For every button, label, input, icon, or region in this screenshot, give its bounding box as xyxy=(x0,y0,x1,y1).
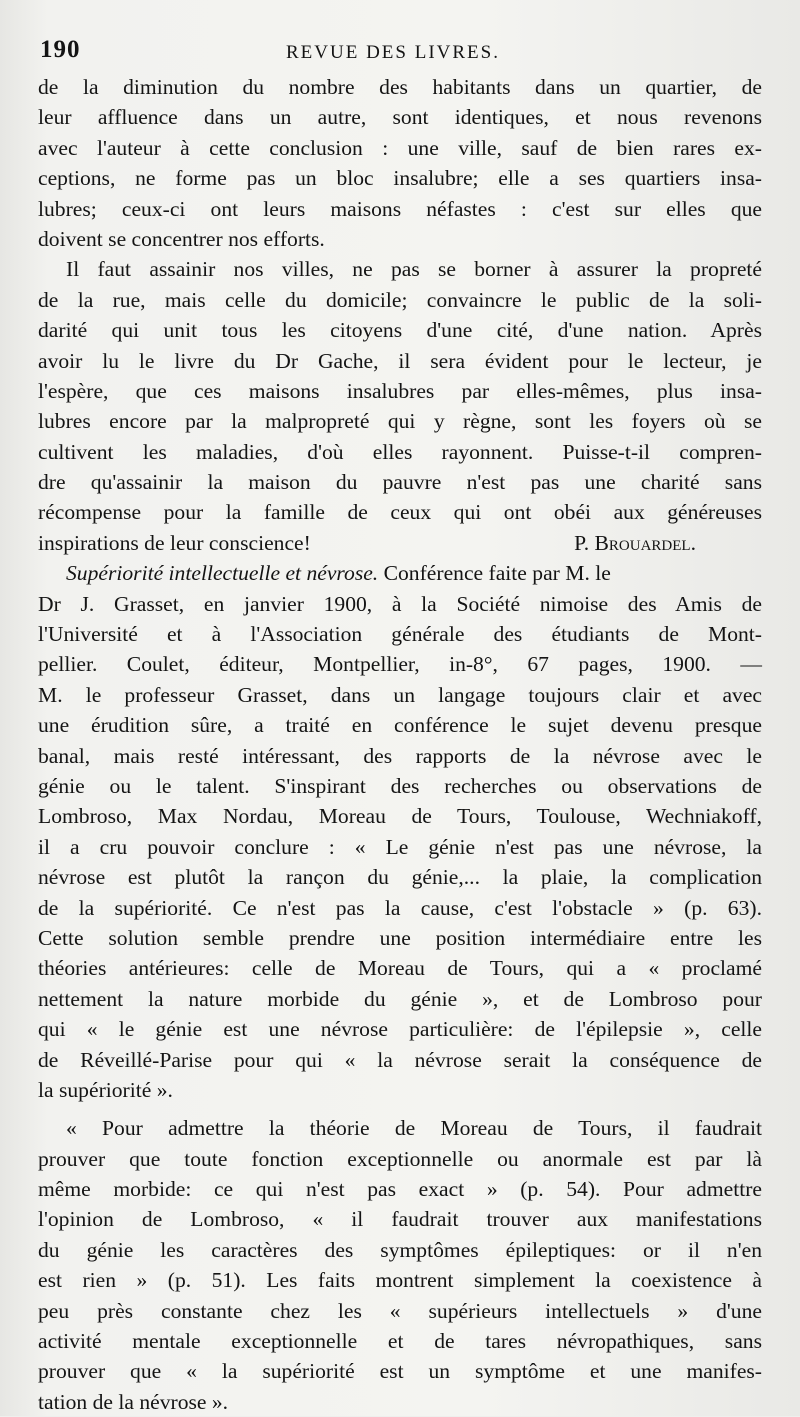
paragraph xyxy=(38,72,762,254)
text-line xyxy=(38,528,762,558)
review-title-rest: Conférence faite par M. le xyxy=(378,561,611,586)
text-line: Dr J. Grasset, en janvier 1900, à la Société nimoise des Amis de xyxy=(38,591,762,616)
text-line: Cette solution semble prendre une position intermédiaire entre les xyxy=(38,925,762,950)
text-line xyxy=(38,558,762,588)
text-line: lubres encore par la malpropreté qui y règne, sont les foyers où se xyxy=(38,409,762,434)
text-line: prouver que toute fonction exceptionnelle ou anormale est par là xyxy=(38,1146,762,1171)
text-line: l'Université et à l'Association générale des étudiants de Mont- xyxy=(38,622,762,647)
text-line: avec l'auteur à cette conclusion : une ville, sauf de bien rares ex- xyxy=(38,135,762,160)
text-line: est rien » (p. 51). Les faits montrent simplement la coexistence à xyxy=(38,1268,762,1293)
text-line: la supériorité ». xyxy=(38,1077,173,1102)
paragraph xyxy=(38,1113,762,1417)
text-line: « Pour admettre la théorie de Moreau de Tours, il faudrait xyxy=(66,1116,762,1141)
text-line: du génie les caractères des symptômes épileptiques: or il n'en xyxy=(38,1237,762,1262)
text-line: qui « le génie est une névrose particulière: de l'épilepsie », celle xyxy=(38,1017,762,1042)
text-line: il a cru pouvoir conclure : « Le génie n'est pas une névrose, la xyxy=(38,834,762,859)
text-line: Lombroso, Max Nordau, Moreau de Tours, Toulouse, Wechniakoff, xyxy=(38,804,762,829)
text-line: prouver que « la supériorité est un symptôme et une manifes- xyxy=(38,1359,762,1384)
review-title: Supériorité intellectuelle et névrose. xyxy=(66,561,379,586)
text-line: névrose est plutôt la rançon du génie,... la plaie, la complication xyxy=(38,865,762,890)
closing-line: inspirations de leur conscience! xyxy=(38,530,311,555)
text-line: lubres; ceux-ci ont leurs maisons néfastes : c'est sur elles que xyxy=(38,196,762,221)
paragraph-gap xyxy=(38,1105,762,1113)
text-line: l'espère, que ces maisons insalubres par elles-mêmes, plus insa- xyxy=(38,378,762,403)
text-line: Il faut assainir nos villes, ne pas se borner à assurer la propreté xyxy=(66,257,762,282)
text-line: ceptions, ne forme pas un bloc insalubre; elle a ses quartiers insa- xyxy=(38,166,762,191)
text-line: génie ou le talent. S'inspirant des recherches ou observations de xyxy=(38,773,762,798)
paragraph xyxy=(38,254,762,558)
text-line: avoir lu le livre du Dr Gache, il sera évident pour le lecteur, je xyxy=(38,348,762,373)
running-title: REVUE DES LIVRES. xyxy=(286,42,500,63)
text-line: de Réveillé-Parise pour qui « la névrose serait la conséquence de xyxy=(38,1047,762,1072)
text-line: cultivent les maladies, d'où elles rayonnent. Puisse-t-il compren- xyxy=(38,439,762,464)
text-line: doivent se concentrer nos efforts. xyxy=(38,226,325,251)
text-line: pellier. Coulet, éditeur, Montpellier, in-8°, 67 pages, 1900. — xyxy=(38,652,762,677)
text-line: même morbide: ce qui n'est pas exact » (p. 54). Pour admettre xyxy=(38,1177,762,1202)
text-line: de la diminution du nombre des habitants dans un quartier, de xyxy=(38,75,762,99)
page-number: 190 xyxy=(40,36,81,63)
text-line: tation de la névrose ». xyxy=(38,1389,229,1414)
text-line: une érudition sûre, a traité en conférence le sujet devenu presque xyxy=(38,713,762,738)
text-line: théories antérieures: celle de Moreau de Tours, qui a « proclamé xyxy=(38,956,762,981)
text-line: darité qui unit tous les citoyens d'une cité, d'une nation. Après xyxy=(38,318,762,343)
page-header xyxy=(40,36,760,76)
text-line: dre qu'assainir la maison du pauvre n'est pas une charité sans xyxy=(38,470,762,495)
text-line: peu près constante chez les « supérieurs intellectuels » d'une xyxy=(38,1298,762,1323)
text-line: l'opinion de Lombroso, « il faudrait trouver aux manifestations xyxy=(38,1207,762,1232)
text-line: activité mentale exceptionnelle et de tares névropathiques, sans xyxy=(38,1329,762,1354)
text-line: récompense pour la famille de ceux qui ont obéi aux généreuses xyxy=(38,500,762,525)
text-line: M. le professeur Grasset, dans un langage toujours clair et avec xyxy=(38,682,762,707)
text-line: de la supériorité. Ce n'est pas la cause, c'est l'obstacle » (p. 63). xyxy=(38,895,762,920)
text-line: banal, mais resté intéressant, des rapports de la névrose avec le xyxy=(38,743,762,768)
text-line: leur affluence dans un autre, sont identiques, et nous revenons xyxy=(38,105,762,130)
body-text xyxy=(38,72,762,1417)
text-line: nettement la nature morbide du génie », et de Lombroso pour xyxy=(38,986,762,1011)
text-line: de la rue, mais celle du domicile; convaincre le public de la soli- xyxy=(38,287,762,312)
author-signature: P. Brouardel. xyxy=(574,530,696,555)
paragraph xyxy=(38,558,762,1105)
